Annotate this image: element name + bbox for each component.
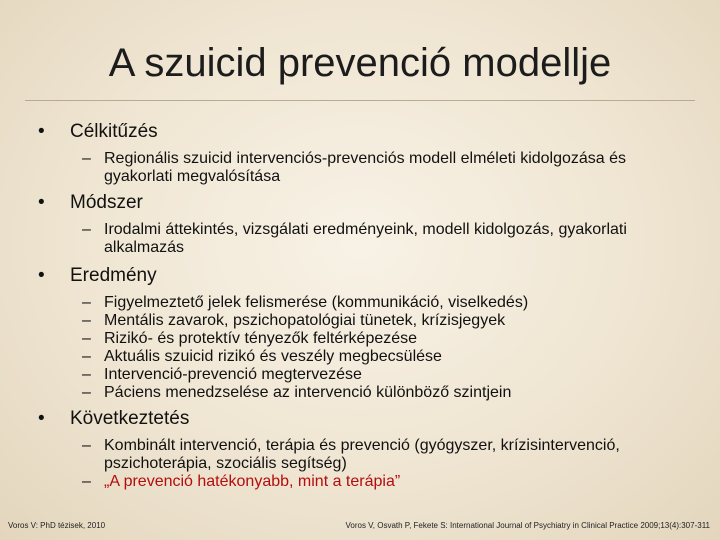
bullet-item [38,407,688,431]
sub-item-text: Kombinált intervenció, terápia és prevenció (gyógyszer, krízisintervenció, pszichoterápia, szociális segítség) [104,437,620,472]
sub-item [82,473,688,491]
sub-list [82,437,688,491]
dash-mark: – [82,348,91,365]
sub-item-text: Mentális zavarok, pszichopatológiai tünetek, krízisjegyek [104,312,506,329]
bullet-mark: • [38,408,45,429]
title-divider [25,100,695,101]
dash-mark: – [82,221,91,238]
bullet-mark: • [38,121,45,142]
sub-item [82,150,688,186]
footer-right-citation: Voros V, Osvath P, Fekete S: International Journal of Psychiatry in Clinical Practice 2009;13(4):307-311 [345,521,710,530]
section-modszer [38,191,688,257]
sub-item [82,348,688,366]
sub-item [82,437,688,473]
highlighted-quote: „A prevenció hatékonyabb, mint a terápia” [104,473,401,490]
bullet-heading: Módszer [70,192,143,213]
footer-left-citation: Voros V: PhD tézisek, 2010 [8,521,106,530]
sub-list [82,294,688,402]
sub-item [82,294,688,312]
dash-mark: – [82,150,91,167]
bullet-heading: Eredmény [70,265,157,286]
sub-item-text: Irodalmi áttekintés, vizsgálati eredményeink, modell kidolgozás, gyakorlati alkalmazás [104,221,627,256]
sub-item [82,221,688,257]
section-kovetkeztetes [38,407,688,491]
bullet-item [38,191,688,215]
bullet-heading: Célkitűzés [70,121,158,142]
sub-item-text: Intervenció-prevenció megtervezése [104,366,362,383]
section-celkituzes [38,120,688,186]
dash-mark: – [82,384,91,401]
section-eredmeny [38,264,688,402]
sub-item-text: Rizikó- és protektív tényezők feltérképezése [104,330,418,347]
slide-content [38,120,688,491]
bullet-mark: • [38,192,45,213]
bullet-item [38,120,688,144]
dash-mark: – [82,473,91,490]
bullet-item [38,264,688,288]
dash-mark: – [82,330,91,347]
sub-list [82,221,688,257]
dash-mark: – [82,294,91,311]
bullet-heading: Következtetés [70,408,190,429]
sub-item-text: Figyelmeztető jelek felismerése (kommunikáció, viselkedés) [104,294,529,311]
sub-list [82,150,688,186]
dash-mark: – [82,437,91,454]
sub-item-text: Páciens menedzselése az intervenció különböző szintjein [104,384,512,401]
sub-item [82,330,688,348]
sub-item-text: Aktuális szuicid rizikó és veszély megbecsülése [104,348,442,365]
dash-mark: – [82,312,91,329]
slide-title: A szuicid prevenció modellje [108,41,612,85]
sub-item [82,384,688,402]
sub-item [82,366,688,384]
dash-mark: – [82,366,91,383]
bullet-mark: • [38,265,45,286]
sub-item-text: Regionális szuicid intervenciós-prevenciós modell elméleti kidolgozása és gyakorlati megvalósítása [104,150,627,185]
sub-item [82,312,688,330]
